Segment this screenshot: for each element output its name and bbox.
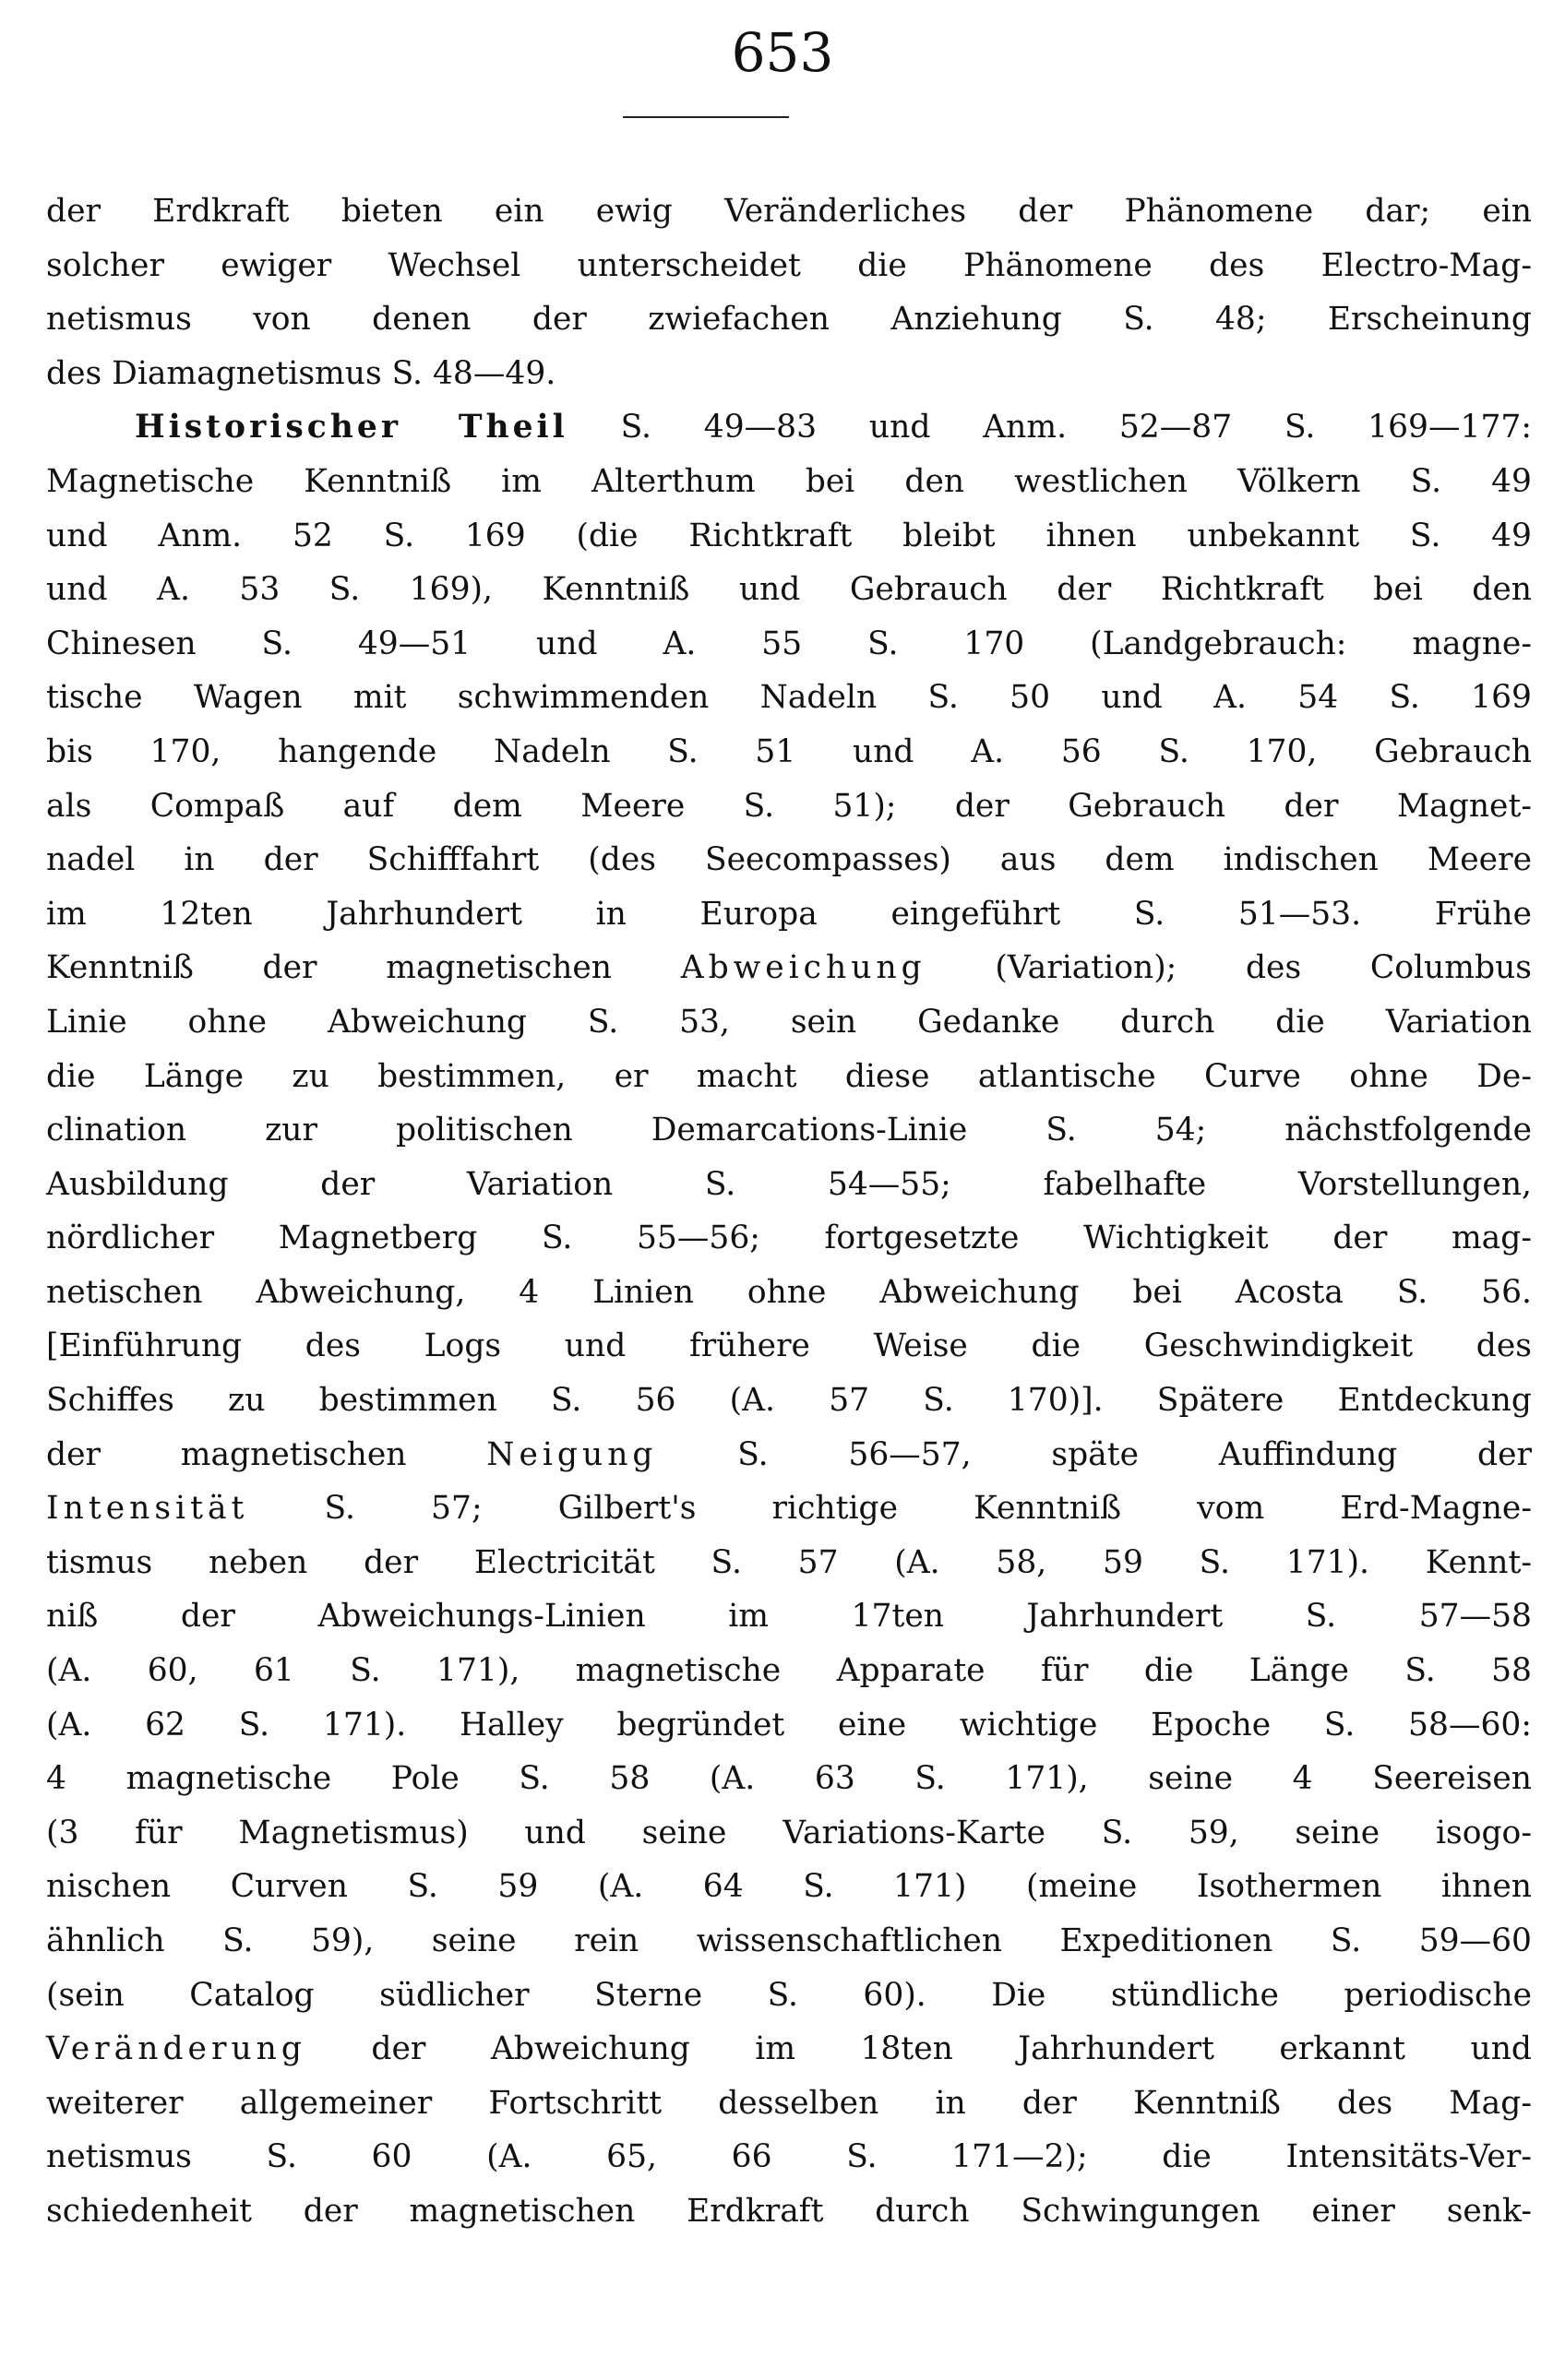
text-segment: S. 57; Gilbert's richtige Kenntniß vom Erd-Magne- — [248, 1490, 1532, 1528]
spaced-term: Veränderung — [46, 2030, 306, 2068]
text-line: 4 magnetische Pole S. 58 (A. 63 S. 171), seine 4 Seereisen — [46, 1760, 1532, 1798]
text-line: als Compaß auf dem Meere S. 51); der Gebrauch der Magnet- — [46, 787, 1532, 825]
text-line: und A. 53 S. 169), Kenntniß und Gebrauch der Richtkraft bei den — [46, 571, 1532, 609]
text-line: schiedenheit der magnetischen Erdkraft durch Schwingungen einer senk- — [46, 2192, 1532, 2230]
text-line — [46, 2022, 1532, 2077]
text-line: tische Wagen mit schwimmenden Nadeln S. 50 und A. 54 S. 169 — [46, 679, 1532, 717]
text-line: [Einführung des Logs und frühere Weise die Geschwindigkeit des — [46, 1327, 1532, 1365]
text-line: die Länge zu bestimmen, er macht diese atlantische Curve ohne De- — [46, 1057, 1532, 1095]
text-line: solcher ewiger Wechsel unterscheidet die Phänomene des Electro-Mag- — [46, 246, 1532, 284]
text-line — [46, 1428, 1532, 1482]
text-line: netischen Abweichung, 4 Linien ohne Abweichung bei Acosta S. 56. — [46, 1273, 1532, 1311]
text-segment: (Variation); des Columbus — [926, 949, 1532, 987]
text-line: weiterer allgemeiner Fortschritt desselben in der Kenntniß des Mag- — [46, 2084, 1532, 2122]
text-line: Chinesen S. 49—51 und A. 55 S. 170 (Landgebrauch: magne- — [46, 625, 1532, 662]
text-line: ähnlich S. 59), seine rein wissenschaftlichen Expeditionen S. 59—60 — [46, 1922, 1532, 1959]
text-line: niß der Abweichungs-Linien im 17ten Jahrhundert S. 57—58 — [46, 1598, 1532, 1636]
text-line: Schiffes zu bestimmen S. 56 (A. 57 S. 170)]. Spätere Entdeckung — [46, 1382, 1532, 1420]
text-line: netismus S. 60 (A. 65, 66 S. 171—2); die Intensitäts-Ver- — [46, 2138, 1532, 2176]
text-line: tismus neben der Electricität S. 57 (A. 58, 59 S. 171). Kennt- — [46, 1543, 1532, 1581]
text-line: nadel in der Schifffahrt (des Seecompasses) aus dem indischen Meere — [46, 841, 1532, 879]
text-line: clination zur politischen Demarcations-Linie S. 54; nächstfolgende — [46, 1112, 1532, 1149]
spaced-term: Neigung — [486, 1435, 658, 1473]
page-number: 653 — [731, 21, 834, 84]
text-line: der Erdkraft bieten ein ewig Veränderliches der Phänomene dar; ein — [46, 193, 1532, 230]
text-segment: S. 56—57, späte Auffindung der — [657, 1435, 1532, 1473]
text-line: Ausbildung der Variation S. 54—55; fabelhafte Vorstellungen, — [46, 1165, 1532, 1203]
text-segment: der magnetischen — [46, 1435, 487, 1473]
section-heading: Historischer Theil — [135, 409, 568, 446]
spaced-term: Intensität — [46, 1490, 249, 1528]
section-heading-line — [46, 400, 1532, 455]
body-text — [46, 184, 1532, 2239]
text-line: (A. 60, 61 S. 171), magnetische Apparate für die Länge S. 58 — [46, 1652, 1532, 1690]
text-line: und Anm. 52 S. 169 (die Richtkraft bleibt ihnen unbekannt S. 49 — [46, 517, 1532, 554]
text-line: (A. 62 S. 171). Halley begründet eine wichtige Epoche S. 58—60: — [46, 1706, 1532, 1743]
text-segment: der Abweichung im 18ten Jahrhundert erkannt und — [305, 2030, 1532, 2068]
text-line: netismus von denen der zwiefachen Anziehung S. 48; Erscheinung — [46, 301, 1532, 339]
text-line: nördlicher Magnetberg S. 55—56; fortgesetzte Wichtigkeit der mag- — [46, 1220, 1532, 1257]
text-segment: Kenntniß der magnetischen — [46, 949, 681, 987]
text-line: Linie ohne Abweichung S. 53, sein Gedanke durch die Variation — [46, 1003, 1532, 1041]
text-line: (3 für Magnetismus) und seine Variations-Karte S. 59, seine isogo- — [46, 1814, 1532, 1851]
text-line: (sein Catalog südlicher Sterne S. 60). Die stündliche periodische — [46, 1976, 1532, 2014]
text-line — [46, 1482, 1532, 1536]
header-rule — [623, 116, 789, 118]
text-line: Magnetische Kenntniß im Alterthum bei den westlichen Völkern S. 49 — [46, 462, 1532, 500]
text-line: nischen Curven S. 59 (A. 64 S. 171) (meine Isothermen ihnen — [46, 1868, 1532, 1906]
spaced-term: Abweichung — [680, 949, 926, 987]
text-line: bis 170, hangende Nadeln S. 51 und A. 56 S. 170, Gebrauch — [46, 732, 1532, 770]
text-line — [46, 941, 1532, 995]
section-heading-rest: S. 49—83 und Anm. 52—87 S. 169—177: — [567, 409, 1532, 446]
text-line: des Diamagnetismus S. 48—49. — [46, 354, 556, 392]
text-line: im 12ten Jahrhundert in Europa eingeführt S. 51—53. Frühe — [46, 895, 1532, 933]
